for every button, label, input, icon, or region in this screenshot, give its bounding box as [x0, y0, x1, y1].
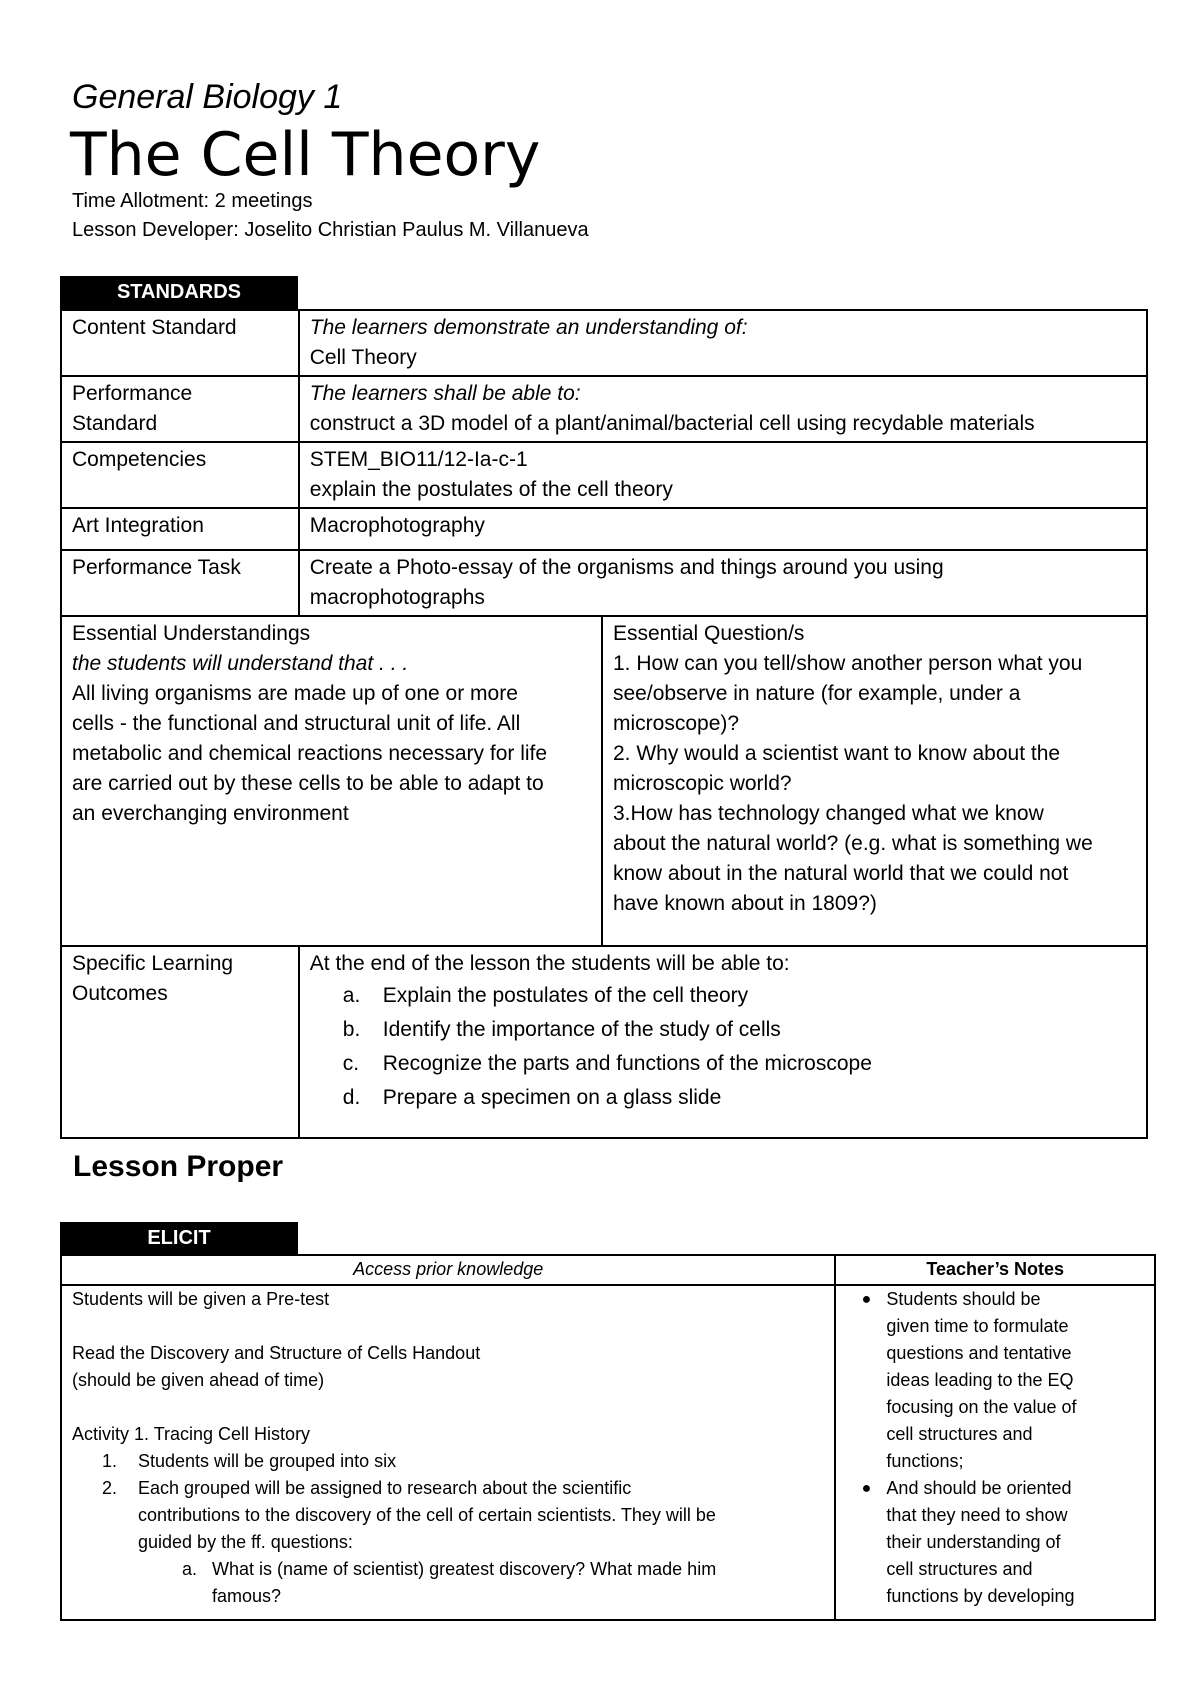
- elicit-table: [60, 1254, 1156, 1621]
- performance-task-row: Performance Task Create a Photo-essay of the organisms and things around you using macrophotographs: [61, 550, 1147, 616]
- content-standard-value: Cell Theory: [309, 346, 417, 369]
- elicit-tag: ELICIT: [60, 1222, 298, 1255]
- competency-value: explain the postulates of the cell theory: [309, 478, 673, 501]
- content-standard-label: Content Standard: [61, 310, 299, 376]
- learning-outcomes-list: [310, 979, 1136, 1115]
- elicit-body-row: [61, 1285, 1155, 1620]
- content-standard-row: [61, 310, 1147, 376]
- activity-title: Activity 1. Tracing Cell History: [72, 1424, 311, 1444]
- list-item: a. What is (name of scientist) greatest discovery? What made him famous?: [182, 1559, 717, 1606]
- art-integration-value: Macrophotography: [299, 508, 1147, 550]
- performance-standard-intro: The learners shall be able to:: [309, 382, 581, 405]
- art-integration-label: Art Integration: [61, 508, 299, 550]
- essential-understandings-cell: Essential Understandings the students will understand that . . . All living organisms are made up of one or more cells - the functional and structural unit of life. All metabolic and chemical reactions necessary for life are carried out by these cells to be able to adapt to an everchanging environment: [61, 616, 602, 946]
- list-item: 2. Each grouped will be assigned to research about the scientific contributions to the discovery of the cell of certain scientists. They will be guided by the ff. questions:: [102, 1478, 716, 1552]
- essential-questions-cell: Essential Question/s 1. How can you tell/show another person what you see/observe in nature (for example, under a microscope)? 2. Why would a scientist want to know about the microscopic world? 3.How has technology changed what we know about the natural world? (e.g. what is something we know about in the natural world that we could not have known about in 1809?): [602, 616, 1147, 946]
- elicit-header-row: [61, 1255, 1155, 1285]
- standards-tag: STANDARDS: [60, 276, 298, 309]
- performance-task-label: Performance Task: [61, 550, 299, 616]
- pretest-text: Students will be given a Pre-test: [72, 1289, 330, 1309]
- lesson-proper-heading: Lesson Proper: [73, 1150, 284, 1183]
- handout-text: Read the Discovery and Structure of Cells Handout: [72, 1343, 481, 1363]
- elicit-activity-cell: Students will be given a Pre-test Read the Discovery and Structure of Cells Handout (should be given ahead of time) Activity 1. Tracing Cell History 1. Students will be grouped into six 2. Each grouped will be assigned to research about the scientific contributions to the discovery of the cell of certain scientists. They will be guided by the ff. questions: a. What is (name of scientist) greatest discovery? What made him famous?: [61, 1285, 835, 1620]
- bullet-icon: ●: [861, 1480, 872, 1497]
- competency-code: STEM_BIO11/12-Ia-c-1: [309, 448, 528, 471]
- learning-outcomes-row: Specific Learning Outcomes At the end of the lesson the students will be able to: a. Explain the postulates of the cell theory b. Identify the importance of the study of cells c. Recognize the parts and functions of the microscope d. Prepare a specimen on a glass slide: [61, 946, 1147, 1138]
- time-allotment: Time Allotment: 2 meetings: [72, 190, 313, 212]
- content-standard-intro: The learners demonstrate an understanding of:: [309, 316, 748, 339]
- teachers-notes-cell: [835, 1285, 1155, 1620]
- page-title: The Cell Theory: [70, 120, 541, 190]
- lesson-developer: Lesson Developer: Joselito Christian Paulus M. Villanueva: [72, 219, 589, 241]
- competencies-row: [61, 442, 1147, 508]
- performance-standard-value: construct a 3D model of a plant/animal/bacterial cell using recydable materials: [309, 412, 1035, 435]
- essential-questions-label: Essential Question/s: [613, 622, 805, 645]
- essential-row: [61, 616, 1147, 946]
- teachers-notes-header: Teacher’s Notes: [835, 1255, 1155, 1285]
- competencies-label: Competencies: [61, 442, 299, 508]
- list-item: d. Prepare a specimen on a glass slide: [342, 1086, 722, 1109]
- performance-standard-label: Performance: [72, 382, 193, 405]
- learning-outcomes-label: Specific Learning: [72, 952, 234, 975]
- access-prior-knowledge-header: Access prior knowledge: [61, 1255, 835, 1285]
- performance-standard-row: Performance Standard The learners shall be able to: construct a 3D model of a plant/animal/bacterial cell using recydable materials: [61, 376, 1147, 442]
- list-item: a. Explain the postulates of the cell theory: [342, 984, 749, 1007]
- list-item: b. Identify the importance of the study of cells: [342, 1018, 781, 1041]
- performance-task-value: Create a Photo-essay of the organisms and things around you using: [309, 556, 944, 579]
- list-item: 1. Students will be grouped into six: [102, 1451, 397, 1471]
- art-integration-row: [61, 508, 1147, 550]
- learning-outcomes-intro: At the end of the lesson the students will be able to:: [309, 952, 790, 975]
- essential-understandings-intro: the students will understand that . . .: [72, 652, 409, 675]
- essential-understandings-label: Essential Understandings: [72, 622, 311, 645]
- bullet-icon: ●: [861, 1291, 872, 1308]
- list-item: ● And should be oriented that they need to show their understanding of cell structures and functions by developing: [846, 1475, 1144, 1610]
- list-item: ● Students should be given time to formulate questions and tentative ideas leading to the EQ focusing on the value of cell structures and functions;: [846, 1286, 1144, 1475]
- subject-title: General Biology 1: [72, 78, 343, 116]
- standards-table: [60, 309, 1148, 1139]
- list-item: c. Recognize the parts and functions of the microscope: [342, 1052, 872, 1075]
